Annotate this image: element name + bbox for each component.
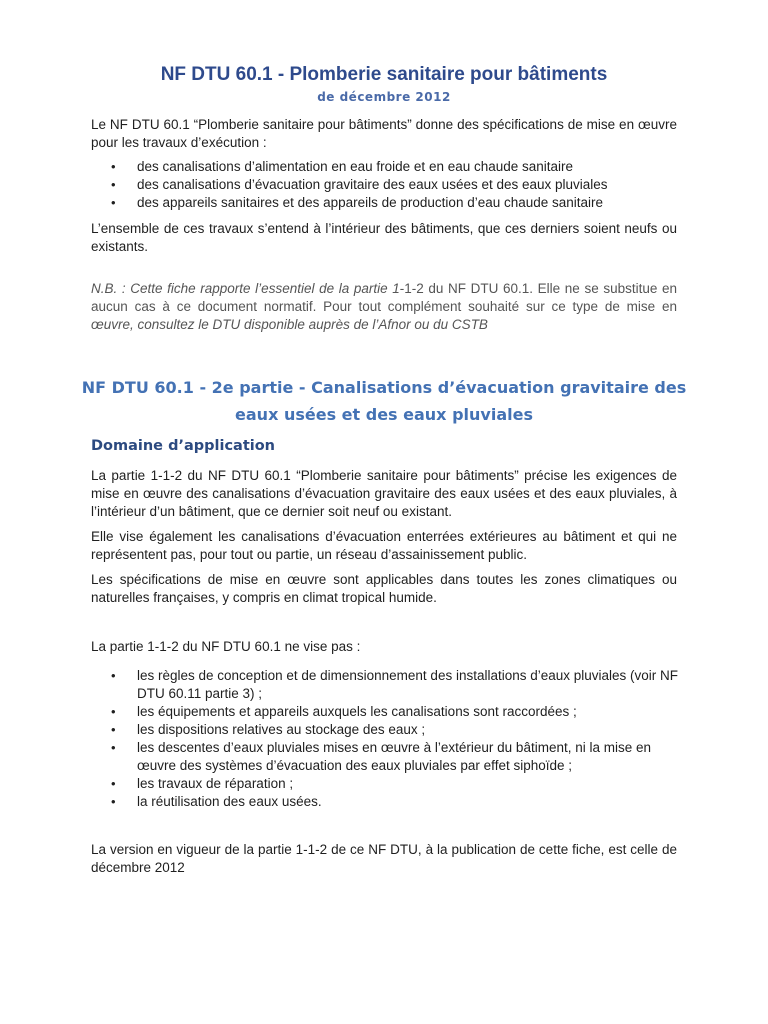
list-item: • des appareils sanitaires et des appareils de production d’eau chaude sanitaire [111,195,604,210]
list-item: • la réutilisation des eaux usées. [111,794,322,809]
exclusion-list [111,667,681,811]
nb-note-italic-end: œuvre, consultez le DTU disponible auprès de l’Afnor ou du CSTB [91,317,488,332]
list-item: • des canalisations d’évacuation gravitaire des eaux usées et des eaux pluviales [111,177,608,192]
version-paragraph: La version en vigueur de la partie 1-1-2 de ce NF DTU, à la publication de cette fiche, est celle de décembre 2012 [91,842,677,875]
nb-note-text: -1-2 du NF DTU 60.1. Elle ne se substitue en aucun cas à ce document normatif. Pour tout complément souhaité sur ce type de mise en [91,281,677,314]
bullet-icon: • [111,722,116,737]
list-item: • les travaux de réparation ; [111,776,294,791]
list-item: • les règles de conception et de dimensionnement des installations d’eaux pluviales (voir NF DTU 60.11 partie 3) ; [111,668,679,701]
bullet-icon: • [111,177,116,192]
bullet-icon: • [111,668,116,683]
bullet-icon: • [111,195,116,210]
list-item: • les descentes d’eaux pluviales mises en œuvre à l’extérieur du bâtiment, ni la mise en œuvre des systèmes d’évacuation des eaux pluviales par effet siphoïde ; [111,740,652,773]
subsection-title: Domaine d’application [91,438,276,454]
bullet-icon: • [111,794,116,809]
list-item: • les dispositions relatives au stockage des eaux ; [111,722,426,737]
climate-paragraph: Les spécifications de mise en œuvre sont applicables dans toutes les zones climatiques ou naturelles françaises, y compris en climat tropical humide. [91,572,677,605]
list-item: • les équipements et appareils auxquels les canalisations sont raccordées ; [111,704,577,719]
intro-list [111,158,681,212]
scope-paragraph: L’ensemble de ces travaux s’entend à l’intérieur des bâtiments, que ces derniers soient neufs ou existants. [91,221,677,254]
bullet-icon: • [111,704,116,719]
buried-pipes-paragraph: Elle vise également les canalisations d’évacuation enterrées extérieures au bâtiment et qui ne représentent pas, pour tout ou partie, un réseau d’assainissement public. [91,529,677,562]
document-subtitle: de décembre 2012 [317,90,451,104]
section-title-line1: NF DTU 60.1 - 2e partie - Canalisations d’évacuation gravitaire des [81,378,687,397]
bullet-icon: • [111,740,116,755]
document-title: NF DTU 60.1 - Plomberie sanitaire pour bâtiments [160,64,608,85]
intro-paragraph: Le NF DTU 60.1 “Plomberie sanitaire pour bâtiments” donne des spécifications de mise en œuvre pour les travaux d’exécution : [91,117,677,150]
section-title [0,374,768,428]
scope-detail-paragraph: La partie 1-1-2 du NF DTU 60.1 “Plomberie sanitaire pour bâtiments” précise les exigences de mise en œuvre des canalisations d’évacuation gravitaire des eaux usées et des eaux pluviales, à l’intérieur d’un bâtiment, que ce dernier soit neuf ou existant. [91,468,677,519]
exclusion-intro: La partie 1-1-2 du NF DTU 60.1 ne vise pas : [91,639,361,654]
section-title-line2: eaux usées et des eaux pluviales [235,405,533,424]
nb-note [91,280,677,334]
list-item: • des canalisations d’alimentation en eau froide et en eau chaude sanitaire [111,159,574,174]
bullet-icon: • [111,159,116,174]
bullet-icon: • [111,776,116,791]
nb-note-italic: N.B. : Cette fiche rapporte l’essentiel de la partie 1 [91,281,400,296]
